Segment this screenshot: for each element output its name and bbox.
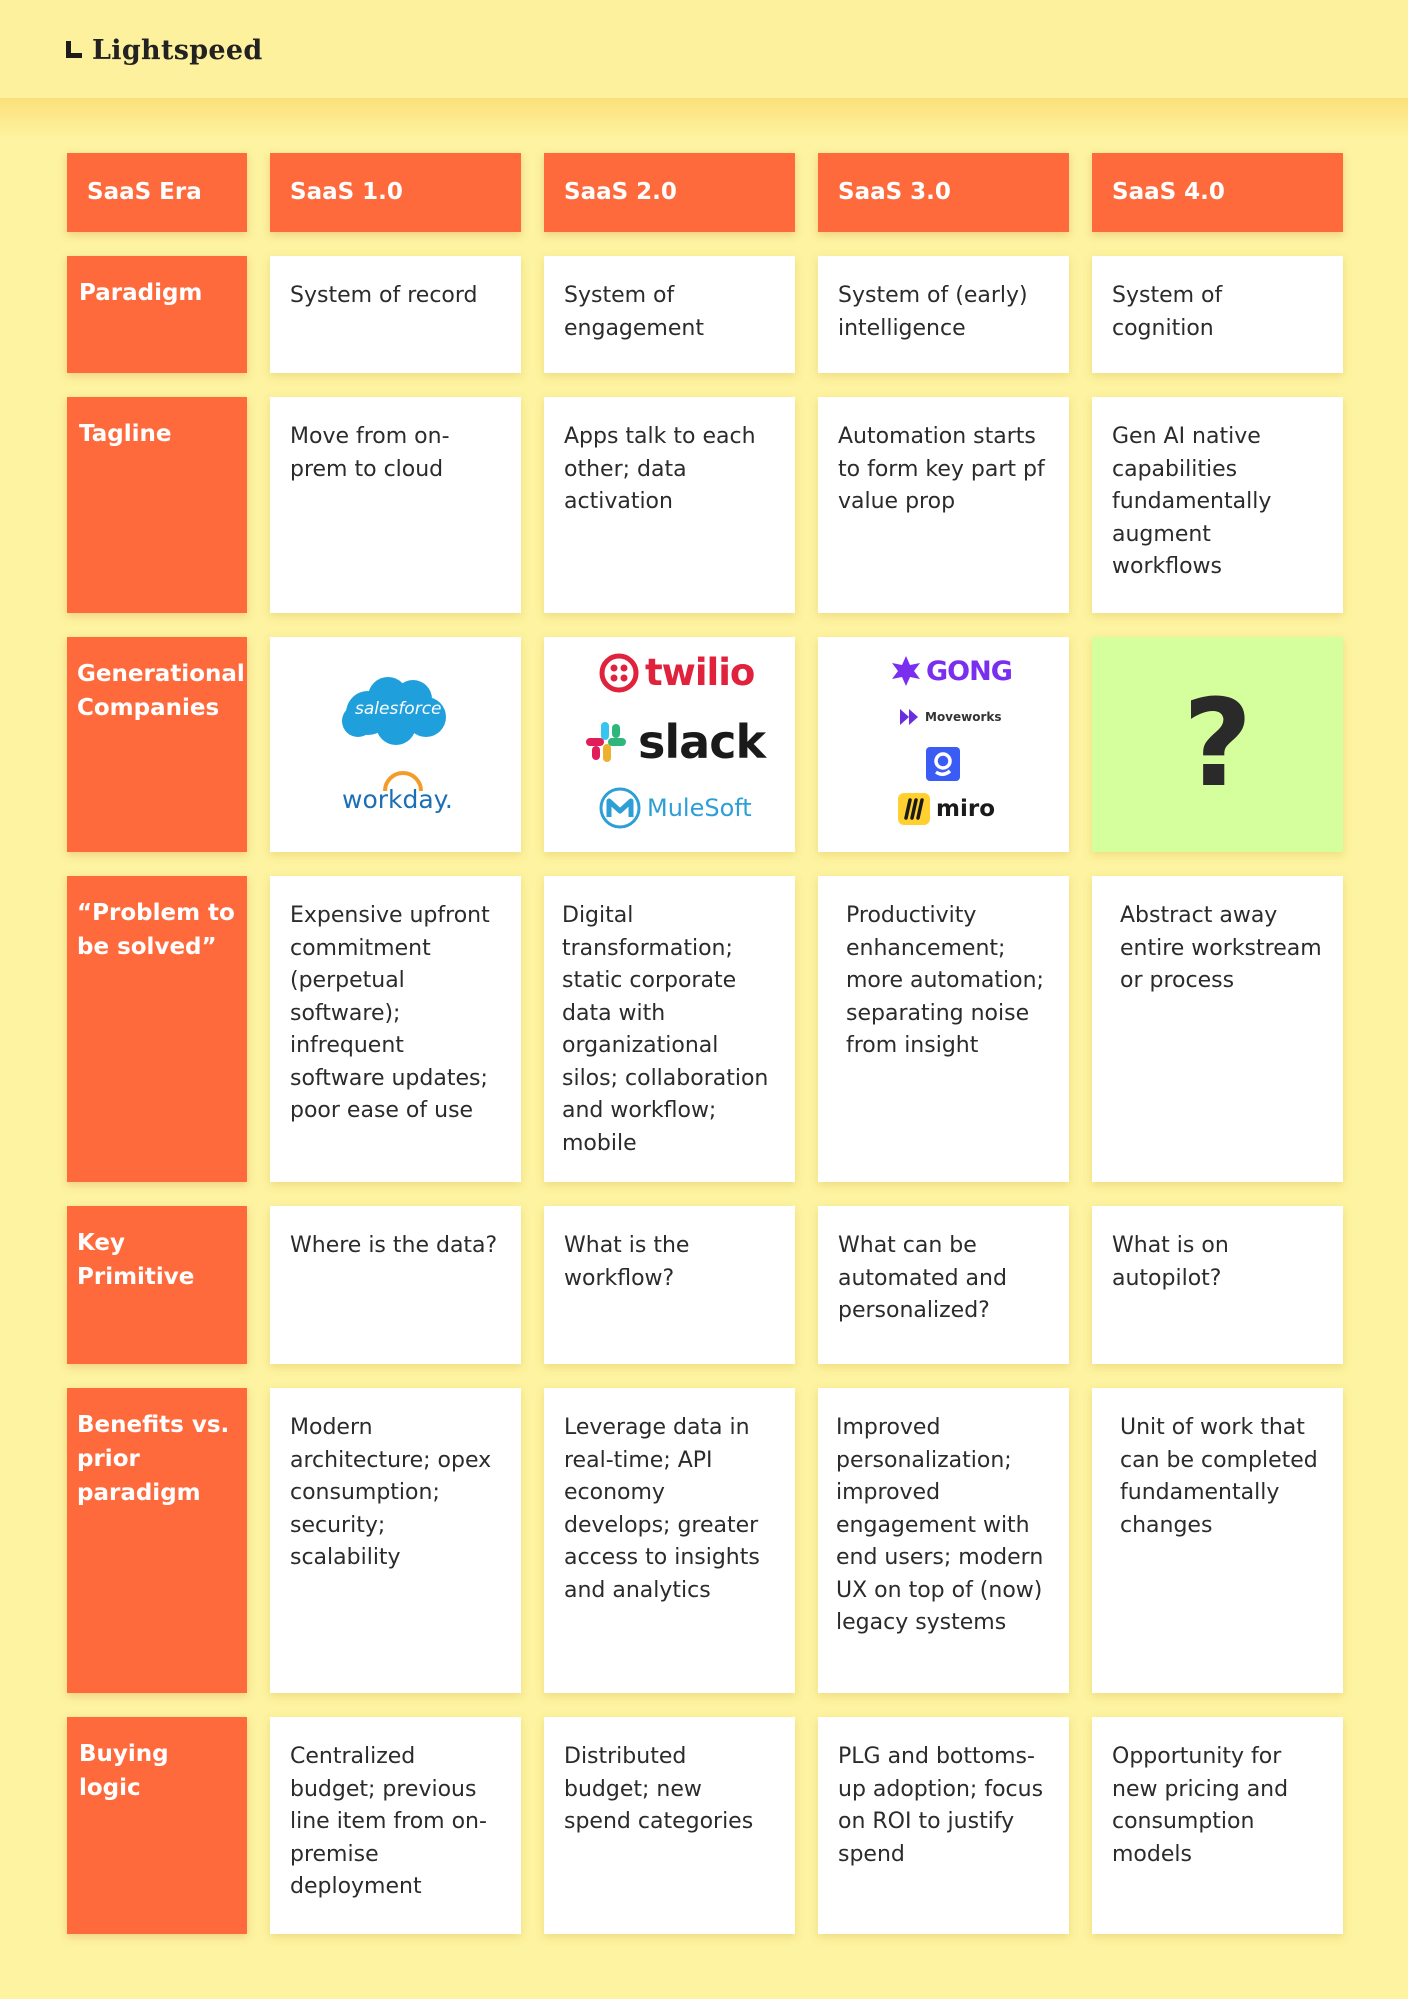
tagline-saas-4: Gen AI native capabilities fundamentally augment workflows xyxy=(1092,397,1343,613)
key-primitive-saas-4: What is on autopilot? xyxy=(1092,1206,1343,1364)
tagline-saas-3: Automation starts to form key part pf value prop xyxy=(818,397,1069,613)
benefits-saas-3: Improved personalization; improved engagement with end users; modern UX on top of (now) legacy systems xyxy=(818,1388,1069,1693)
saas-era-table xyxy=(67,153,1343,1934)
column-header-saas-3: SaaS 3.0 xyxy=(818,153,1069,232)
gong-logo xyxy=(890,655,1012,687)
companies-saas-3 xyxy=(818,637,1069,852)
moveworks-icon xyxy=(900,709,920,725)
row-label-tagline: Tagline xyxy=(67,397,247,613)
column-header-saas-4: SaaS 4.0 xyxy=(1092,153,1343,232)
tagline-saas-1: Move from on-prem to cloud xyxy=(270,397,521,613)
twilio-logo xyxy=(599,651,754,694)
buying-logic-saas-2: Distributed budget; new spend categories xyxy=(544,1717,795,1934)
gong-logo-text: GONG xyxy=(926,655,1012,687)
companies-saas-4 xyxy=(1092,637,1343,852)
slack-logo xyxy=(584,715,765,769)
row-label-generational-companies: Generational Companies xyxy=(67,637,247,852)
miro-icon xyxy=(898,793,930,825)
slack-logo-text: slack xyxy=(638,715,766,769)
glean-icon xyxy=(926,747,960,781)
problem-saas-1: Expensive upfront commitment (perpetual software); infrequent software updates; poor ease of use xyxy=(270,876,521,1182)
tagline-saas-2: Apps talk to each other; data activation xyxy=(544,397,795,613)
benefits-saas-2: Leverage data in real-time; API economy develops; greater access to insights and analytics xyxy=(544,1388,795,1693)
twilio-icon xyxy=(599,653,639,693)
gong-icon xyxy=(890,655,922,687)
row-label-key-primitive: Key Primitive xyxy=(67,1206,247,1364)
paradigm-saas-2: System of engagement xyxy=(544,256,795,373)
column-header-saas-era: SaaS Era xyxy=(67,153,247,232)
workday-logo-text: workday. xyxy=(342,785,453,814)
paradigm-saas-3: System of (early) intelligence xyxy=(818,256,1069,373)
mulesoft-logo-text: MuleSoft xyxy=(647,794,752,822)
miro-logo xyxy=(898,793,995,825)
benefits-saas-1: Modern architecture; opex consumption; security; scalability xyxy=(270,1388,521,1693)
companies-saas-2 xyxy=(544,637,795,852)
companies-saas-1 xyxy=(270,637,521,852)
lightspeed-logo-icon xyxy=(64,39,84,61)
top-bar xyxy=(0,0,1408,98)
logo-text: Lightspeed xyxy=(92,34,263,66)
problem-saas-3: Productivity enhancement; more automation; separating noise from insight xyxy=(818,876,1069,1182)
mulesoft-logo xyxy=(599,787,752,829)
moveworks-logo-text: Moveworks xyxy=(925,710,1002,724)
slack-icon xyxy=(584,720,628,764)
key-primitive-saas-3: What can be automated and personalized? xyxy=(818,1206,1069,1364)
lightspeed-logo xyxy=(64,30,263,70)
column-header-saas-1: SaaS 1.0 xyxy=(270,153,521,232)
row-label-benefits: Benefits vs. prior paradigm xyxy=(67,1388,247,1693)
top-bar-shadow xyxy=(0,98,1408,138)
row-label-paradigm: Paradigm xyxy=(67,256,247,373)
row-label-problem-to-be-solved: “Problem to be solved” xyxy=(67,876,247,1182)
paradigm-saas-1: System of record xyxy=(270,256,521,373)
moveworks-logo xyxy=(900,709,1002,725)
twilio-logo-text: twilio xyxy=(645,651,755,694)
problem-saas-4: Abstract away entire workstream or process xyxy=(1092,876,1343,1182)
glean-logo xyxy=(926,747,960,781)
key-primitive-saas-2: What is the workflow? xyxy=(544,1206,795,1364)
buying-logic-saas-4: Opportunity for new pricing and consumption models xyxy=(1092,1717,1343,1934)
miro-logo-text: miro xyxy=(936,796,995,822)
question-mark: ? xyxy=(1182,674,1253,814)
salesforce-logo-text: salesforce xyxy=(355,699,442,719)
mulesoft-icon xyxy=(599,787,641,829)
column-header-saas-2: SaaS 2.0 xyxy=(544,153,795,232)
buying-logic-saas-3: PLG and bottoms-up adoption; focus on ROI to justify spend xyxy=(818,1717,1069,1934)
buying-logic-saas-1: Centralized budget; previous line item from on-premise deployment xyxy=(270,1717,521,1934)
benefits-saas-4: Unit of work that can be completed fundamentally changes xyxy=(1092,1388,1343,1693)
row-label-buying-logic: Buying logic xyxy=(67,1717,247,1934)
key-primitive-saas-1: Where is the data? xyxy=(270,1206,521,1364)
problem-saas-2: Digital transformation; static corporate data with organizational silos; collaboration and workflow; mobile xyxy=(544,876,795,1182)
paradigm-saas-4: System of cognition xyxy=(1092,256,1343,373)
